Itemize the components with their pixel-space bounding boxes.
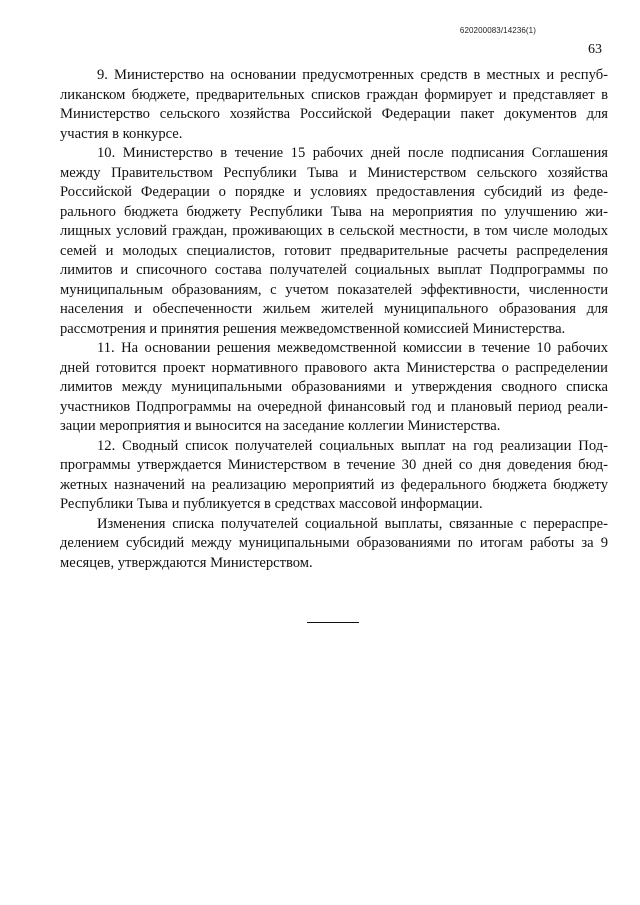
document-body: [60, 66, 608, 573]
paragraph-changes: Изменения списка получателей социальной выплаты, связанные с перераспределением субсидий между муниципальными образованиями по итогам работы за 9 месяцев, утверждаются Министерством.: [60, 515, 608, 571]
paragraph-12: 12. Сводный список получателей социальных выплат на год реализации Подпрограммы утверждается Министерством в течение 30 дней со дня доведения бюджетных назначений на реализацию мероприятий из федерального бюджета бюджету Республики Тыва и публикуется в средствах массовой информации.: [60, 437, 608, 512]
paragraph-11: 11. На основании решения межведомственной комиссии в течение 10 рабочих дней готовится проект нормативного правового акта Министерства о распределении лимитов между муниципальными образованиями и утверждения сводного списка участников Подпрограммы на очередной финансовый год и плановый период реализации мероприятия и выносится на заседание коллегии Министерства.: [60, 340, 608, 434]
end-separator-line: [307, 622, 359, 623]
page-number: 63: [588, 42, 602, 57]
paragraph-10: 10. Министерство в течение 15 рабочих дней после подписания Соглашения между Правительством Республики Тыва и Министерством сельского хозяйства Российской Федерации о порядке и условиях предоставления субсидий из федерального бюджета бюджету Республики Тыва на мероприятия по улучшению жилищных условий граждан, проживающих в сельской местности, в том числе молодых семей и молодых специалистов, готовит предварительные расчеты распределения лимитов и списочного состава получателей социальных выплат Подпрограммы по муниципальным образованиям, с учетом показателей эффективности, численности населения и обеспеченности жильем жителей муниципального образования для рассмотрения и принятия решения межведомственной комиссией Министерства.: [60, 145, 608, 337]
document-code: 620200083/14236(1): [459, 26, 536, 35]
paragraph-9: 9. Министерство на основании предусмотренных средств в местных и республиканском бюджете, предварительных списков граждан формирует и представляет в Министерство сельского хозяйства Российской Федерации пакет документов для участия в конкурсе.: [60, 67, 608, 142]
